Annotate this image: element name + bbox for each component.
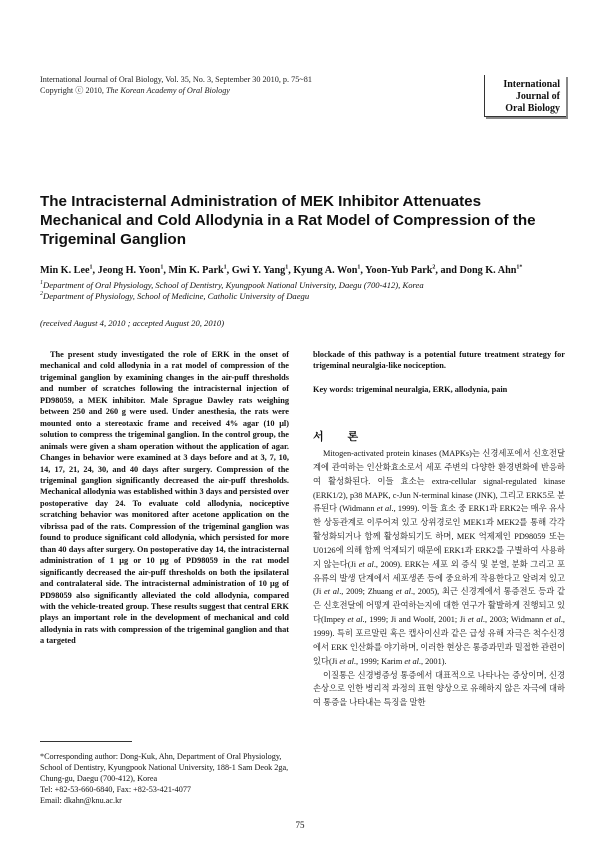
mu-symbol: μ: [279, 418, 284, 428]
author-separator: ,: [226, 265, 232, 276]
publisher-name: The Korean Academy of Oral Biology: [105, 86, 230, 95]
author-affiliation-mark: 2: [432, 264, 436, 271]
section-heading-introduction: 서 론: [313, 430, 369, 443]
journal-citation-line: International Journal of Oral Biology, Vol. 35, No. 3, September 30 2010, p. 75~81: [40, 75, 312, 84]
et-al: et al: [395, 587, 411, 597]
footnote-phone-fax: Tel: +82-53-660-6840, Fax: +82-53-421-4077: [40, 784, 192, 794]
copyright-year: 2010,: [83, 86, 106, 95]
intro-text: ., 1999; Karim: [353, 656, 405, 666]
et-al: et al: [545, 615, 561, 625]
author-separator: ,: [92, 265, 98, 276]
author-name: Min K. Park: [168, 265, 224, 276]
et-al: et al: [376, 504, 392, 514]
author-affiliation-mark: 1: [357, 264, 361, 271]
footnote-email: Email: dkahn@knu.ac.kr: [40, 795, 122, 805]
author-affiliation-mark: 1: [160, 264, 164, 271]
abstract-text: l) solution to compress the trigeminal ganglion. In the control group, the animals were given a sham operation without the application of agar. Changes in behavior were examined at 3 days before and at 3, 7, 10, 14, 17, 21, 24, 30, and 40 days after surgery. Compression of the trigeminal ganglion significantly decreased the air-puff thresholds. Mechanical allodynia was established within 3 days and persisted over postoperative day 24. To evaluate cold allodynia, nociceptive scratching behavior was monitored after acetone application on the vibrissa pad of the rats. Compression of the trigeminal ganglion was found to produce significant cold allodynia, which persisted for more than 40 days after surgery. On postoperative day 14, the intracisternal administration of 1: [40, 418, 289, 566]
et-al: et al: [358, 559, 374, 569]
et-al: et al: [339, 656, 354, 666]
footnote-divider: [40, 741, 132, 742]
corresponding-author-footnote: [40, 752, 289, 807]
introduction: [313, 447, 565, 710]
abstract-text: The present study investigated the role of ERK in the onset of mechanical and cold allodynia in a rat model of compression of the trigeminal ganglion by examining changes in the air-puff thresholds and number of scratches following the intracisternal injection of PD98059, a MEK inhibitor. Male Sprague Dawley rats weighing between 250 and 260 g were used. Under anesthesia, the rats were mounted onto a stereotaxic frame and received 4% agar (10: [40, 350, 289, 428]
journal-citation: [40, 74, 420, 96]
author-separator: ,: [288, 265, 294, 276]
et-al: et al: [324, 587, 340, 597]
journal-name-line-1: International: [503, 79, 560, 90]
abstract-continued: blockade of this pathway is a potential future treatment strategy for trigeminal neuralgia-like nociception.: [313, 350, 565, 371]
et-al: et al: [347, 615, 363, 625]
intro-paragraph-1: [313, 447, 565, 669]
affiliation-mark: 2: [40, 291, 43, 298]
intro-text: ., 1999; Ji and Woolf, 2001; Ji: [362, 615, 468, 625]
author-name: Jeong H. Yoon: [97, 265, 161, 276]
mu-symbol: μ: [270, 579, 275, 589]
abstract-text: g of PD98059 also significantly alleviated the cold allodynia, compared with the vehicle-treated group. These results suggest that central ERK plays an important role in the development of mechanical and cold allodynia in rats with compression of the trigeminal ganglion and that a targeted: [40, 579, 289, 646]
received-dates: (received August 4, 2010 ; accepted August 20, 2010): [40, 318, 225, 328]
author-separator: ,: [360, 265, 366, 276]
intro-paragraph-2: 이질통은 신경병증성 통증에서 대표적으로 나타나는 증상이며, 신경 손상으로 인한 병리적 과정의 표현 양상으로 유해하지 않은 자극에 대하여 통증을 나타내는 특징을 말한: [313, 670, 565, 708]
author-name: Yoon-Yub Park: [365, 265, 433, 276]
journal-name-box: [484, 75, 566, 117]
abstract-text: g or 10: [124, 556, 160, 566]
et-al: et al: [467, 615, 483, 625]
affiliation-text: Department of Physiology, School of Medicine, Catholic University of Daegu: [43, 291, 310, 301]
intro-text: ., 2001).: [418, 656, 447, 666]
author-name: Min K. Lee: [40, 265, 90, 276]
intro-text: ., 2009). ERK는 세포 외 증식 및 분열, 분화 그리고 포유류의 발생 단계에서 세포생존 등에 중요하게 작용한다고 알려져 있고(Ji: [313, 559, 566, 597]
intro-text: Mitogen-activated protein kinases (MAPKs)는 신경세포에서 신호전달계에 관여하는 인산화효소로서 세포 주변의 다양한 환경변화에 반응하여 활성화된다. 이들 효소는 extra-cellular signal-regulated kinase (ERK1/2), p38 MAPK, c-Jun N-terminal kinase (JNK), 그리고 ERK5로 분류된다 (Widmann: [313, 449, 565, 514]
abstract: [40, 349, 289, 647]
affiliation-mark: 1: [40, 280, 43, 287]
author-name: Dong K. Ahn: [459, 265, 517, 276]
affiliation-text: Department of Oral Physiology, School of Dentistry, Kyungpook National University, Daegu (700-412), Korea: [43, 280, 424, 290]
page-number: 75: [295, 820, 305, 830]
mu-symbol: μ: [159, 556, 165, 566]
author-affiliation-mark: 1*: [516, 264, 523, 271]
intro-text: ., 1999). 이들 효소 중 ERK1과 ERK2는 매우 유사한 상동관계로 이루어져 있고 상위경로인 MEK1과 MEK2를 통해 각각 활성화되거나 함께 활성화되기도 하며, MEK 억제제인 PD98059 또는 U0126에 의해 함께 억제되기 때문에 ERK1과 ERK2를 구별하여 사용하지 않는다(Ji: [313, 504, 566, 569]
intro-text: ., 2009; Zhuang: [339, 587, 396, 597]
author-affiliation-mark: 1: [89, 264, 93, 271]
footnote-address: *Corresponding author: Dong-Kuk, Ahn, Department of Oral Physiology, School of Dentistry, Kyungpook National University, 188-1 Sam Deok 2ga, Chung-gu, Daegu (700-412), Korea: [40, 752, 289, 783]
author-name: Gwi Y. Yang: [231, 265, 286, 276]
abstract-text: g of PD98059 in the rat model significantly decreased the air-puff thresholds on both the ipsilateral and contralateral side. The intracisternal administration of 10: [40, 556, 289, 589]
keywords: Key words: trigeminal neuralgia, ERK, allodynia, pain: [313, 385, 508, 394]
copyright-prefix: Copyright: [40, 86, 76, 95]
intro-text: ., 2005), 최근 신경계에서 통증전도 등과 같은 신호전달에 어떻게 관여하는지에 대한 연구가 활발하게 진행되고 있다(Impey: [313, 587, 566, 625]
affiliation-list: [40, 280, 565, 302]
copyright-symbol: ⓒ: [75, 86, 84, 95]
et-al: et al: [404, 656, 419, 666]
journal-name-line-2: Journal of: [515, 91, 560, 102]
intro-text: ., 2003; Widmann: [482, 615, 546, 625]
affiliation-1: [40, 280, 565, 291]
mu-symbol: μ: [119, 556, 125, 566]
author-list: [40, 265, 565, 277]
paper-title: The Intracisternal Administration of MEK Inhibitor Attenuates Mechanical and Cold Allodynia in a Rat Model of Compression of the Trigeminal Ganglion: [40, 193, 536, 248]
author-affiliation-mark: 1: [285, 264, 289, 271]
journal-name-line-3: Oral Biology: [505, 103, 560, 114]
intro-text: ., 1999). 특히 포르말린 혹은 캡사이신과 같은 급성 유해 자극은 척수신경에서 ERK 인산화를 야기하며, 이러한 현상은 통증과민과 밀접한 관련이 있다(Ji: [313, 615, 565, 666]
copyright-line: [40, 85, 420, 96]
author-separator: ,: [163, 265, 169, 276]
author-affiliation-mark: 1: [223, 264, 227, 271]
author-separator: , and: [435, 265, 460, 276]
affiliation-2: [40, 291, 565, 302]
author-name: Kyung A. Won: [293, 265, 358, 276]
